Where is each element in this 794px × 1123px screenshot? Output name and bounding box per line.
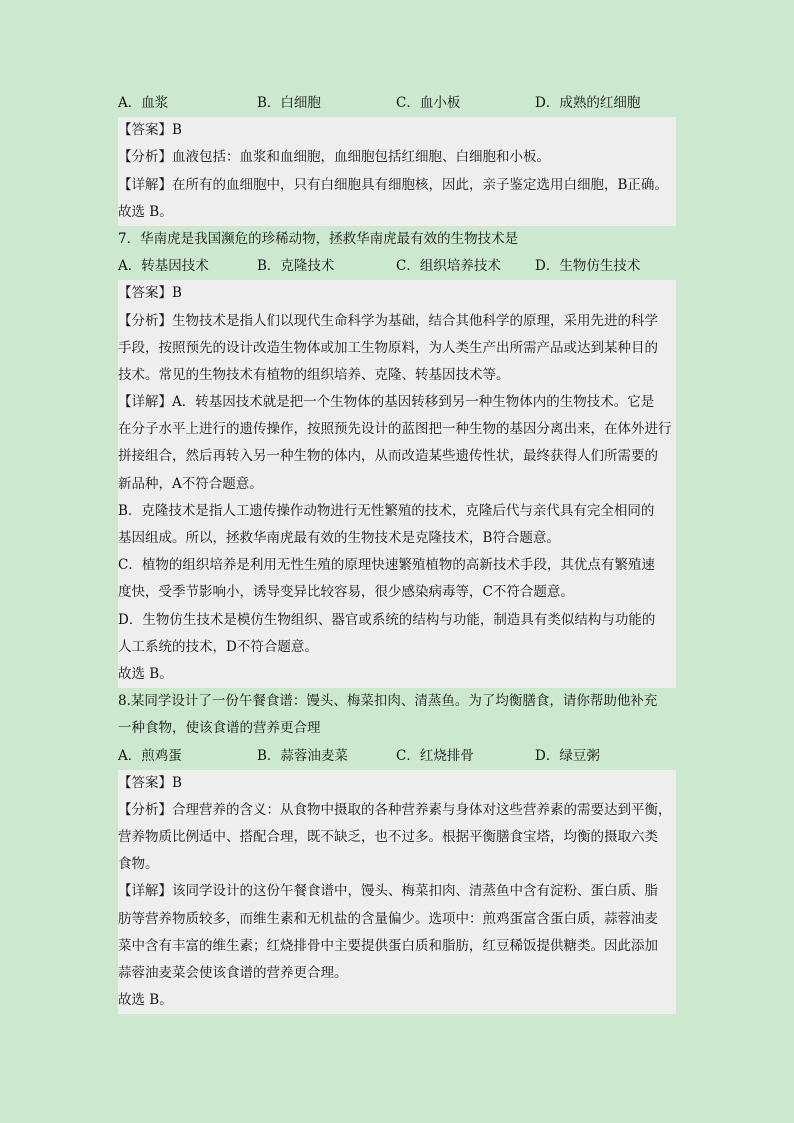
- q7-detail-line-8: 度快，受季节影响小，诱导变异比较容易，很少感染病毒等，C不符合题意。: [118, 584, 574, 601]
- detail-tag: 【详解】: [118, 394, 172, 411]
- answer-value: B: [172, 122, 182, 139]
- q7-detail-line-3: 拼接组合，然后再转入另一种生物的体内，从而改造某些遗传性状，最终获得人们所需要的: [118, 448, 658, 465]
- q8-option-a: A．煎鸡蛋: [118, 747, 182, 764]
- q7-detail-line-7: C．植物的组织培养是利用无性生殖的原理快速繁殖植物的高新技术手段，其优点有繁殖速: [118, 557, 655, 574]
- q7-detail-line-5: B．克隆技术是指人工遗传操作动物进行无性繁殖的技术，克隆后代与亲代具有完全相同的: [118, 502, 655, 519]
- analysis-text: 血液包括：血浆和血细胞，血细胞包括红细胞、白细胞和小板。: [172, 149, 550, 166]
- q6-answer-block: [118, 117, 676, 226]
- detail-tag: 【详解】: [118, 883, 172, 900]
- q6-option-a: A．血浆: [118, 95, 169, 111]
- q8-answer-block: [118, 770, 676, 1015]
- q6-options: [118, 90, 676, 117]
- q8-option-d: D．绿豆粥: [535, 747, 600, 764]
- analysis-tag: 【分析】: [118, 149, 172, 166]
- analysis-text: 生物技术是指人们以现代生命科学为基础，结合其他科学的原理，采用先进的科学: [172, 312, 658, 329]
- q6-detail-line: [118, 172, 676, 199]
- answer-tag: 【答案】: [118, 122, 172, 139]
- q7-options: [118, 253, 676, 280]
- q7-analysis-line-3: 技术。常见的生物技术有植物的组织培养、克隆、转基因技术等。: [118, 366, 510, 383]
- q8-detail-line-1: [118, 878, 676, 905]
- q7-detail-line-2: 在分子水平上进行的遗传操作，按照预先设计的蓝图把一种生物的基因分离出来，在体外进行: [118, 421, 672, 438]
- q8-analysis-line-1: [118, 797, 676, 824]
- q8-stem-line-2: 一种食物，使该食谱的营养更合理: [118, 720, 321, 737]
- q7-detail-line-4: 新品种，A不符合题意。: [118, 475, 263, 492]
- answer-tag: 【答案】: [118, 285, 172, 302]
- q8-answer-line: [118, 770, 676, 797]
- q8-analysis-line-2: 营养物质比例适中、搭配合理，既不缺乏，也不过多。根据平衡膳食宝塔，均衡的摄取六类: [118, 829, 658, 846]
- q6-option-d: D．成熟的红细胞: [535, 95, 641, 111]
- analysis-tag: 【分析】: [118, 801, 172, 818]
- q8-analysis-line-3: 食物。: [118, 856, 159, 873]
- q7-analysis-line-1: [118, 308, 676, 335]
- q7-option-b: B．克隆技术: [257, 258, 335, 275]
- q8-option-c: C．红烧排骨: [396, 747, 474, 764]
- q8-detail-line-2: 肪等营养物质较多，而维生素和无机盐的含量偏少。选项中：煎鸡蛋富含蛋白质，蒜蓉油麦: [118, 910, 658, 927]
- q7-detail-line-1: [118, 389, 676, 416]
- q7-conclusion: 故选 B。: [118, 665, 173, 682]
- q7-detail-line-9: D．生物仿生技术是模仿生物组织、器官或系统的结构与功能，制造具有类似结构与功能的: [118, 611, 656, 628]
- q7-option-c: C．组织培养技术: [396, 258, 501, 275]
- q8-options: [118, 743, 676, 770]
- q7-analysis-line-2: 手段，按照预先的设计改造生物体或加工生物原料，为人类生产出所需产品或达到某种目的: [118, 339, 658, 356]
- answer-value: B: [172, 285, 182, 302]
- q8-detail-line-4: 蒜蓉油麦菜会使该食谱的营养更合理。: [118, 965, 348, 981]
- q6-answer-line: [118, 117, 676, 144]
- q6-analysis-line: [118, 144, 676, 171]
- q6-option-b: B．白细胞: [257, 95, 321, 111]
- q8-conclusion: 故选 B。: [118, 992, 173, 1009]
- answer-tag: 【答案】: [118, 774, 172, 791]
- answer-value: B: [172, 774, 182, 791]
- detail-tag: 【详解】: [118, 176, 172, 193]
- detail-text: A．转基因技术就是把一个生物体的基因转移到另一种生物体内的生物技术。它是: [172, 394, 655, 411]
- document-page: [118, 90, 676, 1014]
- q7-option-d: D．生物仿生技术: [535, 258, 641, 275]
- detail-text: 在所有的血细胞中，只有白细胞具有细胞核，因此，亲子鉴定选用白细胞，B正确。: [172, 176, 668, 193]
- q6-conclusion: 故选 B。: [118, 203, 173, 220]
- q7-detail-line-10: 人工系统的技术，D不符合题意。: [118, 638, 318, 655]
- analysis-tag: 【分析】: [118, 312, 172, 329]
- q7-detail-line-6: 基因组成。所以，拯救华南虎最有效的生物技术是克隆技术，B符合题意。: [118, 530, 560, 546]
- q7-answer-block: [118, 280, 676, 688]
- detail-text: 该同学设计的这份午餐食谱中，馒头、梅菜扣肉、清蒸鱼中含有淀粉、蛋白质、脂: [172, 883, 658, 900]
- q7-answer-line: [118, 280, 676, 307]
- q7-stem: 7．华南虎是我国濒危的珍稀动物，拯救华南虎最有效的生物技术是: [118, 230, 519, 247]
- analysis-text: 合理营养的含义：从食物中摄取的各种营养素与身体对这些营养素的需要达到平衡，: [172, 801, 672, 818]
- q6-option-c: C．血小板: [396, 95, 461, 111]
- q8-detail-line-3: 菜中含有丰富的维生素；红烧排骨中主要提供蛋白质和脂肪，红豆稀饭提供糖类。因此添加: [118, 937, 658, 954]
- q8-stem-line-1: 8.某同学设计了一份午餐食谱：馒头、梅菜扣肉、清蒸鱼。为了均衡膳食，请你帮助他补充: [118, 693, 658, 710]
- q8-option-b: B．蒜蓉油麦菜: [257, 747, 348, 764]
- q7-option-a: A．转基因技术: [118, 258, 209, 275]
